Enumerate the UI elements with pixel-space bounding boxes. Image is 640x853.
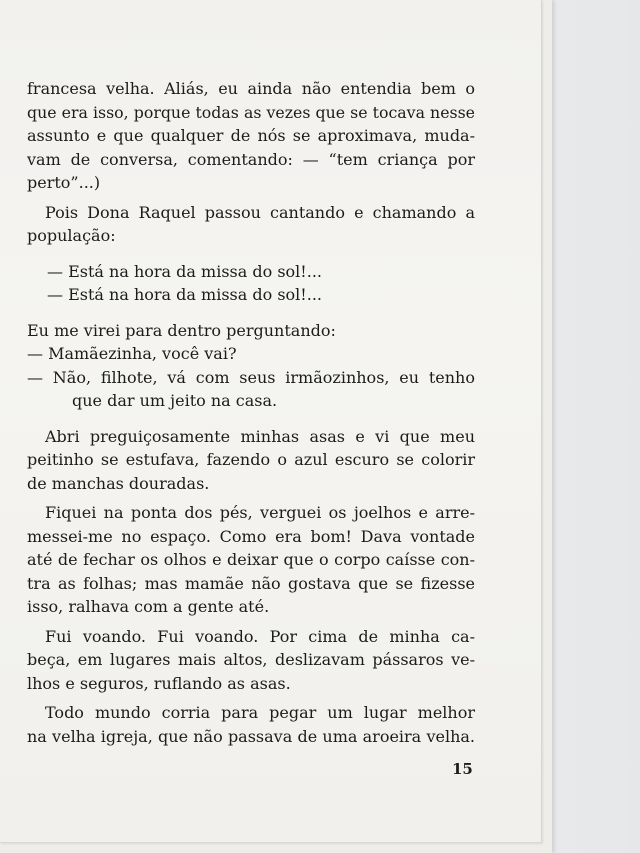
paragraph-first-line: Abri preguiçosamente minhas asas e vi que meu [45, 426, 475, 446]
text-line: francesa velha. Aliás, eu ainda não entendia bem o [27, 79, 475, 98]
paragraph-first-line: Todo mundo corria para pegar um lugar melhor [45, 703, 475, 722]
paragraph-first-line: Fui voando. Fui voando. Por cima de minha ca- [45, 626, 475, 646]
dialogue-line: — Não, filhote, vá com seus irmãozinhos, eu tenho [27, 367, 475, 387]
paragraph-first-line: Pois Dona Raquel passou cantando e chamando a [45, 202, 475, 222]
text-line: lhos e seguros, ruflando as asas. [27, 673, 291, 693]
dialogue-line: — Mamãezinha, você vai? [27, 344, 237, 363]
text-line: na velha igreja, que não passava de uma aroeira velha. [27, 726, 475, 746]
paragraph-first-line: Fiquei na ponta dos pés, verguei os joelhos e arre- [45, 503, 475, 522]
text-line: que era isso, porque todas as vezes que se tocava nesse [27, 102, 475, 122]
text-line: beça, em lugares mais altos, deslizavam pássaros ve- [27, 650, 475, 669]
page-body [27, 77, 475, 748]
text-line: peitinho se estufava, fazendo o azul escuro se colorir [27, 450, 475, 469]
text-line: até de fechar os olhos e deixar que o corpo caísse con- [27, 550, 475, 569]
text-line: tra as folhas; mas mamãe não gostava que se fizesse [27, 573, 475, 593]
text-line: messei-me no espaço. Como era bom! Dava vontade [27, 526, 475, 546]
dialogue-line: — Está na hora da missa do sol!... [47, 261, 322, 281]
text-line: perto”...) [27, 173, 101, 192]
dialogue-line: — Está na hora da missa do sol!... [47, 285, 322, 304]
text-line: isso, ralhava com a gente até. [27, 597, 270, 616]
text-line: assunto e que qualquer de nós se aproximava, muda- [27, 126, 475, 145]
text-line: população: [27, 226, 116, 245]
text-line: vam de conversa, comentando: — “tem criança por [27, 149, 475, 169]
text-line: de manchas douradas. [27, 473, 210, 493]
page-number: 15 [452, 760, 473, 778]
text-line: Eu me virei para dentro perguntando: [27, 320, 336, 340]
dialogue-continuation: que dar um jeito na casa. [72, 391, 278, 410]
